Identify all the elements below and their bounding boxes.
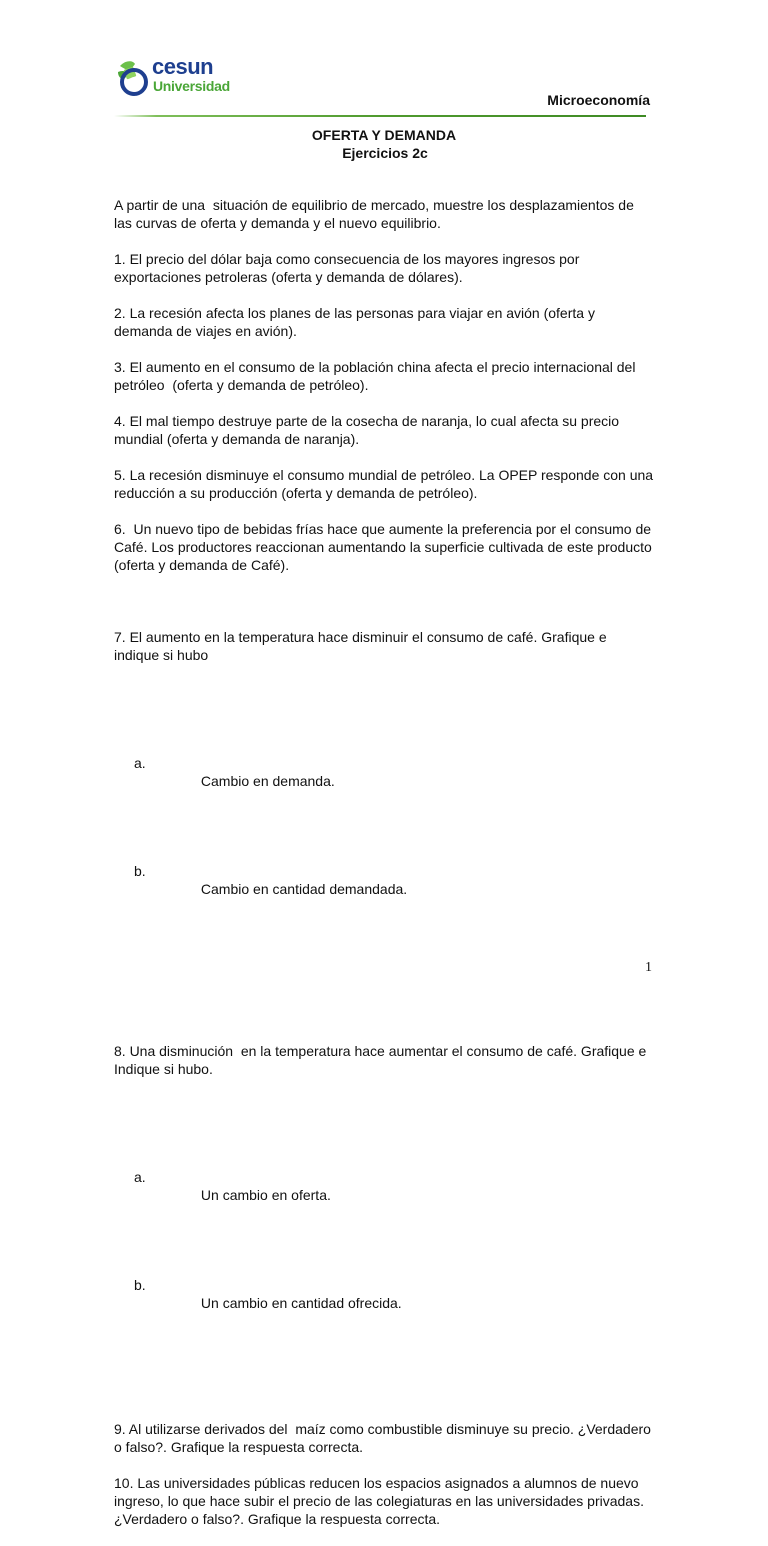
logo-subtitle: Universidad [153, 78, 230, 94]
exercise-8-options [114, 1114, 654, 1366]
document-subtitle: Ejercicios 2c [342, 145, 428, 161]
exercise-4: 4. El mal tiempo destruye parte de la cosecha de naranja, lo cual afecta su precio mundial (oferta y demanda de naranja). [114, 413, 623, 447]
course-title: Microeconomía [547, 92, 650, 108]
list-marker: a. [134, 755, 146, 771]
list-item-text: Cambio en cantidad demandada. [200, 881, 408, 897]
list-marker: b. [134, 1277, 146, 1293]
intro-paragraph: A partir de una situación de equilibrio de mercado, muestre los desplazamientos de las curvas de oferta y demanda y el nuevo equilibrio. [114, 197, 638, 231]
list-item-text: Un cambio en oferta. [200, 1187, 331, 1203]
cesun-logo [117, 56, 237, 106]
cesun-logo-icon [117, 58, 151, 98]
exercise-10: 10. Las universidades públicas reducen los espacios asignados a alumnos de nuevo ingreso, lo que hace subir el precio de las colegiaturas en las universidades privadas. ¿Verdadero o falso?. Grafique la respuesta correcta. [114, 1475, 648, 1527]
document-body [114, 196, 657, 1546]
list-item [114, 1258, 654, 1330]
list-item [114, 844, 654, 916]
exercise-7-options [114, 700, 654, 952]
exercise-2: 2. La recesión afecta los planes de las personas para viajar en avión (oferta y demanda de viajes en avión). [114, 305, 599, 339]
exercise-3: 3. El aumento en el consumo de la población china afecta el precio internacional del petróleo (oferta y demanda de petróleo). [114, 359, 640, 393]
list-item-text: Un cambio en cantidad ofrecida. [200, 1295, 402, 1311]
logo-wordmark: cesun [152, 54, 214, 79]
list-marker: a. [134, 1169, 146, 1185]
list-item [114, 1150, 654, 1222]
exercise-7-text: 7. El aumento en la temperatura hace disminuir el consumo de café. Grafique e indique si hubo [114, 629, 611, 663]
exercise-6: 6. Un nuevo tipo de bebidas frías hace que aumente la preferencia por el consumo de Café. Los productores reaccionan aumentando la superficie cultivada de este producto (oferta y demanda de Café). [114, 521, 656, 573]
header-divider [114, 115, 646, 117]
page-number: 1 [645, 960, 652, 975]
exercise-9: 9. Al utilizarse derivados del maíz como combustible disminuye su precio. ¿Verdadero o falso?. Grafique la respuesta correcta. [114, 1421, 655, 1455]
document-title: OFERTA Y DEMANDA [311, 127, 457, 143]
exercise-7 [114, 592, 654, 988]
exercise-8-text: 8. Una disminución en la temperatura hace aumentar el consumo de café. Grafique e Indique si hubo. [114, 1043, 651, 1077]
list-item [114, 736, 654, 808]
list-marker: b. [134, 863, 146, 879]
exercise-5: 5. La recesión disminuye el consumo mundial de petróleo. La OPEP responde con una reducción a su producción (oferta y demanda de petróleo). [114, 467, 657, 501]
list-item-text: Cambio en demanda. [200, 773, 335, 789]
exercise-1: 1. El precio del dólar baja como consecuencia de los mayores ingresos por exportaciones petroleras (oferta y demanda de dólares). [114, 251, 584, 285]
exercise-8 [114, 1006, 654, 1402]
document-heading [0, 126, 768, 162]
